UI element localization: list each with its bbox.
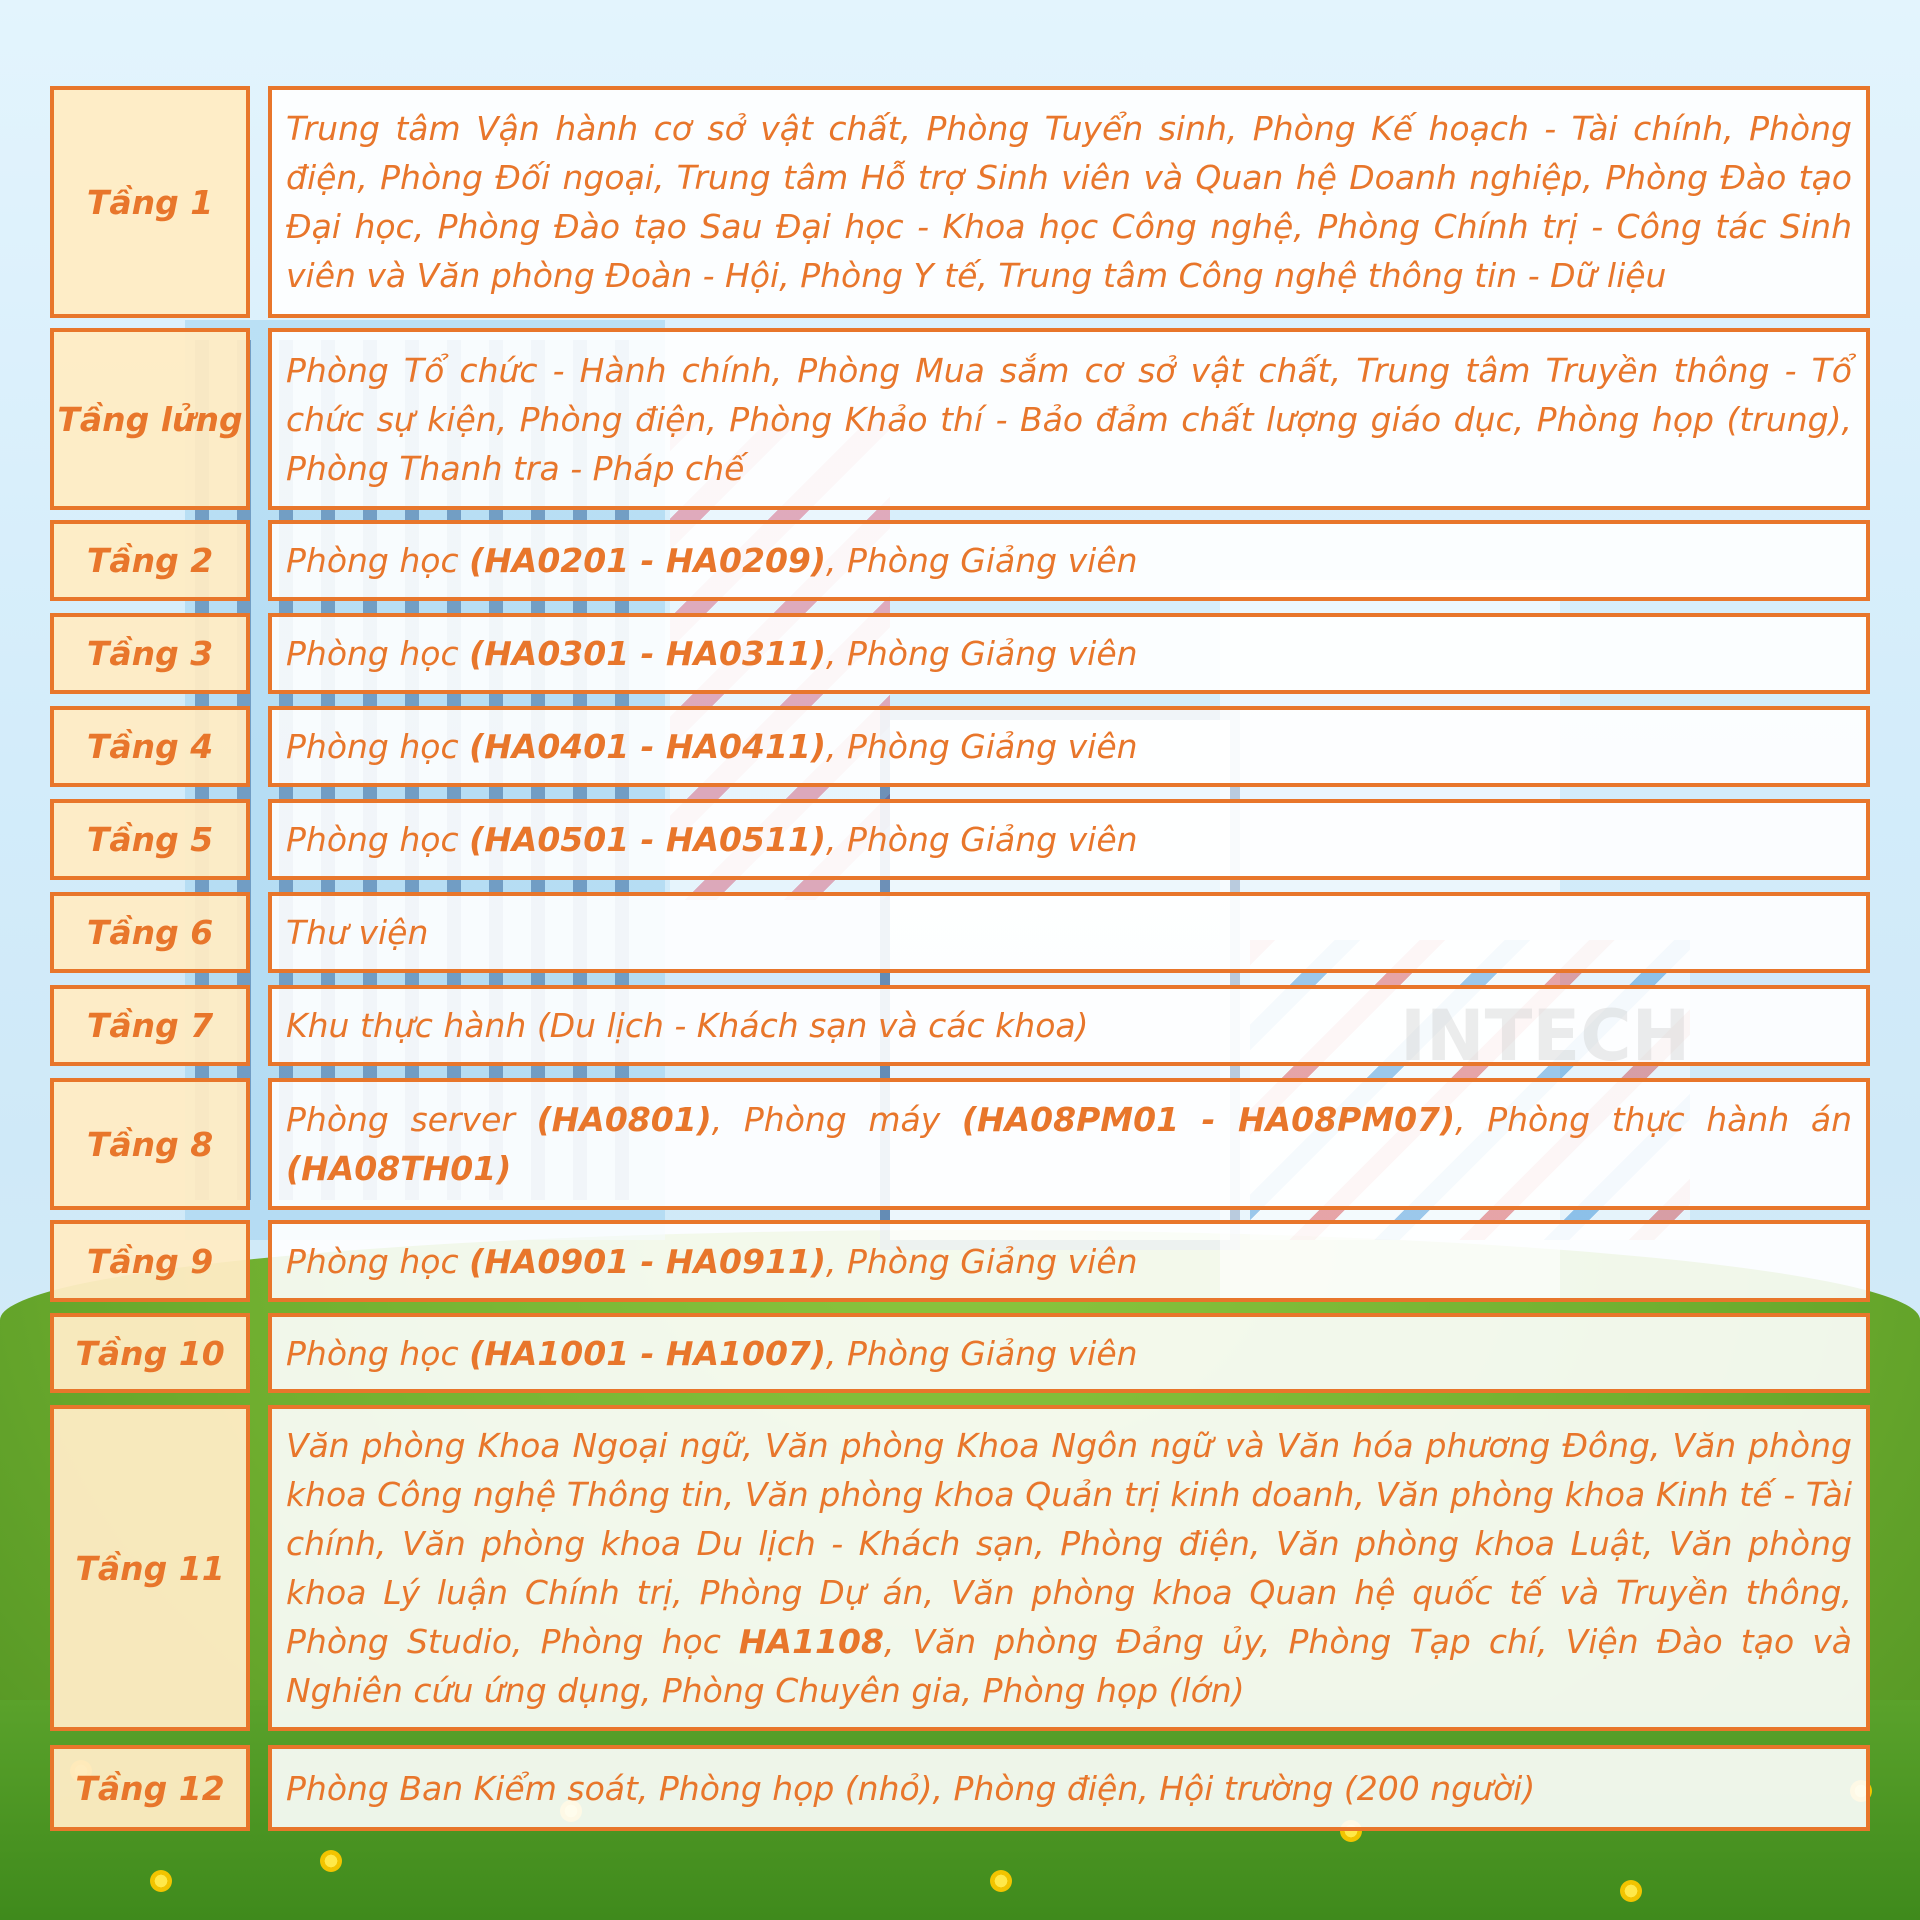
floor-row [50, 706, 1870, 787]
room-code: (HA0301 - HA0311) [469, 634, 826, 673]
floor-row [50, 1313, 1870, 1393]
room-code: (HA0401 - HA0411) [469, 727, 826, 766]
floor-row [50, 328, 1870, 510]
floor-row [50, 1405, 1870, 1731]
room-code: (HA0801) [536, 1100, 712, 1139]
floor-row [50, 86, 1870, 318]
floor-label: Tầng lửng [50, 328, 250, 510]
floor-description: Phòng server (HA0801), Phòng máy (HA08PM01 - HA08PM07), Phòng thực hành án (HA08TH01) [268, 1078, 1870, 1210]
floor-description: Phòng học (HA1001 - HA1007), Phòng Giảng viên [268, 1313, 1870, 1393]
floor-label: Tầng 11 [50, 1405, 250, 1731]
floor-row [50, 892, 1870, 973]
floor-description: Khu thực hành (Du lịch - Khách sạn và các khoa) [268, 985, 1870, 1066]
floor-label: Tầng 9 [50, 1220, 250, 1302]
watermark-text: INTECH [1400, 995, 1691, 1077]
floor-description: Thư viện [268, 892, 1870, 973]
room-code: (HA08PM01 - HA08PM07) [961, 1100, 1456, 1139]
floor-label: Tầng 6 [50, 892, 250, 973]
room-code: HA1108 [738, 1622, 884, 1661]
floor-description: Văn phòng Khoa Ngoại ngữ, Văn phòng Khoa Ngôn ngữ và Văn hóa phương Đông, Văn phòng khoa Công nghệ Thông tin, Văn phòng khoa Quản trị kinh doanh, Văn phòng khoa Kinh tế - Tài chính, Văn phòng khoa Du lịch - Khách sạn, Phòng điện, Văn phòng khoa Luật, Văn phòng khoa Lý luận Chính trị, Phòng Dự án, Văn phòng khoa Quan hệ quốc tế và Truyền thông, Phòng Studio, Phòng học HA1108, Văn phòng Đảng ủy, Phòng Tạp chí, Viện Đào tạo và Nghiên cứu ứng dụng, Phòng Chuyên gia, Phòng họp (lớn) [268, 1405, 1870, 1731]
flower-icon [990, 1870, 1012, 1892]
floor-label: Tầng 1 [50, 86, 250, 318]
floor-label: Tầng 2 [50, 520, 250, 601]
flower-icon [1620, 1880, 1642, 1902]
room-code: (HA0901 - HA0911) [469, 1241, 826, 1281]
floor-label: Tầng 8 [50, 1078, 250, 1210]
room-code: (HA0201 - HA0209) [469, 541, 826, 580]
flower-icon [320, 1850, 342, 1872]
floor-row [50, 1745, 1870, 1831]
floor-row [50, 799, 1870, 880]
floor-description: Phòng học (HA0401 - HA0411), Phòng Giảng viên [268, 706, 1870, 787]
floor-row [50, 613, 1870, 694]
floor-label: Tầng 5 [50, 799, 250, 880]
floor-row [50, 1220, 1870, 1302]
floor-description: Phòng học (HA0901 - HA0911), Phòng Giảng viên [268, 1220, 1870, 1302]
floor-label: Tầng 7 [50, 985, 250, 1066]
floor-description: Phòng học (HA0201 - HA0209), Phòng Giảng viên [268, 520, 1870, 601]
flower-icon [150, 1870, 172, 1892]
room-code: (HA0501 - HA0511) [469, 820, 826, 859]
floor-description: Phòng Tổ chức - Hành chính, Phòng Mua sắm cơ sở vật chất, Trung tâm Truyền thông - Tổ chức sự kiện, Phòng điện, Phòng Khảo thí - Bảo đảm chất lượng giáo dục, Phòng họp (trung), Phòng Thanh tra - Pháp chế [268, 328, 1870, 510]
floor-description: Phòng học (HA0301 - HA0311), Phòng Giảng viên [268, 613, 1870, 694]
floor-label: Tầng 10 [50, 1313, 250, 1393]
room-code: (HA1001 - HA1007) [469, 1333, 826, 1373]
floor-row [50, 520, 1870, 601]
floor-label: Tầng 12 [50, 1745, 250, 1831]
floor-description: Phòng Ban Kiểm soát, Phòng họp (nhỏ), Phòng điện, Hội trường (200 người) [268, 1745, 1870, 1831]
floor-description: Trung tâm Vận hành cơ sở vật chất, Phòng Tuyển sinh, Phòng Kế hoạch - Tài chính, Phòng điện, Phòng Đối ngoại, Trung tâm Hỗ trợ Sinh viên và Quan hệ Doanh nghiệp, Phòng Đào tạo Đại học, Phòng Đào tạo Sau Đại học - Khoa học Công nghệ, Phòng Chính trị - Công tác Sinh viên và Văn phòng Đoàn - Hội, Phòng Y tế, Trung tâm Công nghệ thông tin - Dữ liệu [268, 86, 1870, 318]
watermark-logo [1400, 980, 1700, 1100]
floor-label: Tầng 4 [50, 706, 250, 787]
floor-description: Phòng học (HA0501 - HA0511), Phòng Giảng viên [268, 799, 1870, 880]
floor-label: Tầng 3 [50, 613, 250, 694]
room-code: (HA08TH01) [286, 1149, 512, 1188]
